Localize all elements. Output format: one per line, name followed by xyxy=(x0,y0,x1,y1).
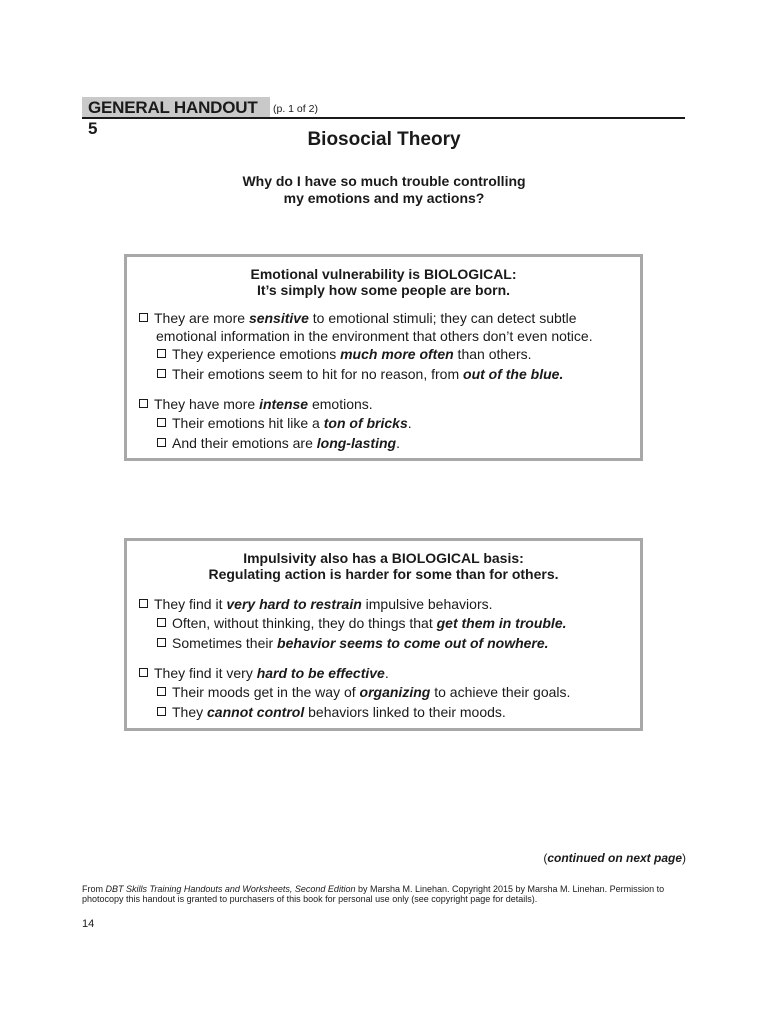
sub-list-item: Their moods get in the way of organizing to achieve their goals. xyxy=(157,684,570,701)
list-item: They find it very hard to restrain impulsive behaviors. xyxy=(139,596,493,613)
checkbox-icon xyxy=(139,668,148,677)
sub-list-item: Their emotions seem to hit for no reason, from out of the blue. xyxy=(157,366,563,383)
question-line-1: Why do I have so much trouble controlling xyxy=(242,173,526,189)
list-item: They are more sensitive to emotional stimuli; they can detect subtle xyxy=(139,310,577,327)
checkbox-icon xyxy=(139,399,148,408)
handout-label: GENERAL HANDOUT 5 xyxy=(82,97,270,118)
emotional-vulnerability-box xyxy=(124,254,643,461)
checkbox-icon xyxy=(157,369,166,378)
box-heading-line-1: Impulsivity also has a BIOLOGICAL basis: xyxy=(243,550,524,566)
list-item: They find it very hard to be effective. xyxy=(139,665,389,682)
list-item-continuation: emotional information in the environment that others don’t even notice. xyxy=(156,328,593,344)
header-rule xyxy=(82,117,685,119)
sub-list-item: Often, without thinking, they do things that get them in trouble. xyxy=(157,615,567,632)
copyright-credit: From DBT Skills Training Handouts and Worksheets, Second Edition by Marsha M. Linehan. Copyright 2015 by Marsha M. Linehan. Permission to photocopy this handout is granted to purchasers of this book for personal use only (see copyright page for details). xyxy=(82,884,665,904)
sub-list-item: They cannot control behaviors linked to their moods. xyxy=(157,704,506,721)
page-title: Biosocial Theory xyxy=(307,129,461,150)
impulsivity-box xyxy=(124,538,643,731)
box-heading-line-2: Regulating action is harder for some than for others. xyxy=(208,566,559,582)
checkbox-icon xyxy=(157,638,166,647)
page-number: 14 xyxy=(82,918,95,930)
checkbox-icon xyxy=(157,687,166,696)
question-line-2: my emotions and my actions? xyxy=(283,190,485,206)
sub-list-item: Their emotions hit like a ton of bricks. xyxy=(157,415,412,432)
continued-note: (continued on next page) xyxy=(543,851,686,865)
checkbox-icon xyxy=(157,438,166,447)
sub-list-item: Sometimes their behavior seems to come out of nowhere. xyxy=(157,635,549,652)
sub-list-item: And their emotions are long-lasting. xyxy=(157,435,400,452)
checkbox-icon xyxy=(157,418,166,427)
box-heading-line-1: Emotional vulnerability is BIOLOGICAL: xyxy=(250,266,517,282)
checkbox-icon xyxy=(157,349,166,358)
sub-list-item: They experience emotions much more often than others. xyxy=(157,346,532,363)
guiding-question xyxy=(0,173,768,207)
checkbox-icon xyxy=(157,618,166,627)
checkbox-icon xyxy=(139,313,148,322)
checkbox-icon xyxy=(157,707,166,716)
box-heading-line-2: It’s simply how some people are born. xyxy=(256,282,511,298)
checkbox-icon xyxy=(139,599,148,608)
box-heading xyxy=(127,550,640,582)
box-heading xyxy=(127,266,640,298)
page-indicator: (p. 1 of 2) xyxy=(273,103,318,115)
list-item: They have more intense emotions. xyxy=(139,396,373,413)
